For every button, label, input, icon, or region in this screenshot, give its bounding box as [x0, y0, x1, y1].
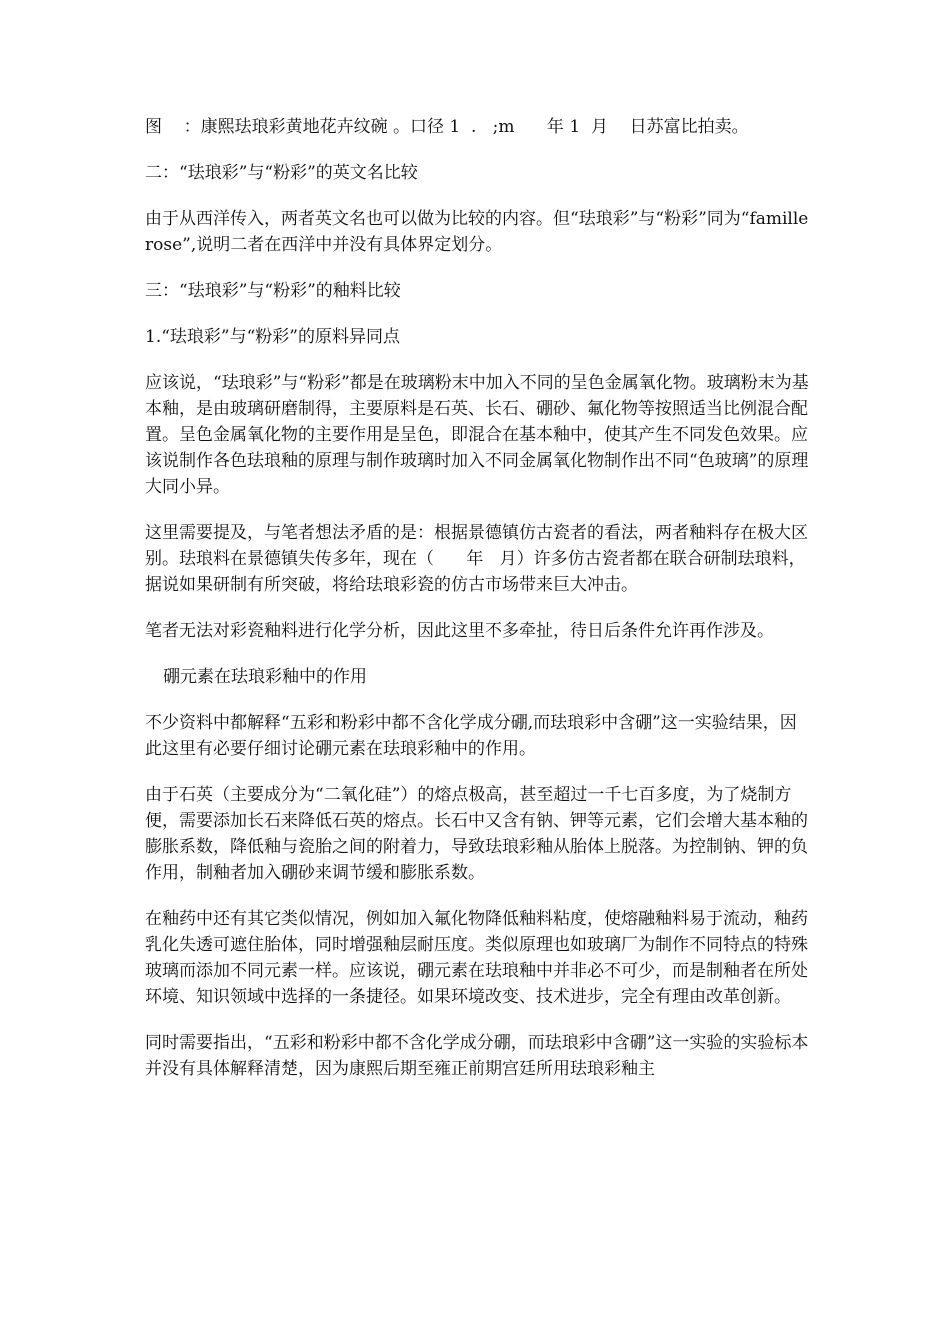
paragraph-quartz-feldspar: 由于石英（主要成分为“二氧化硅”）的熔点极高，甚至超过一千七百多度，为了烧制方便，需要添加长石来降低石英的熔点。长石中又含有钠、钾等元素，它们会增大基本釉的膨胀系数，降低釉与瓷胎之间的附着力，导致珐琅彩釉从胎体上脱落。为控制钠、钾的负作用，制釉者加入硼砂来调节缓和膨胀系数。	[145, 785, 808, 883]
paragraph-boron-intro: 不少资料中都解释“五彩和粉彩中都不含化学成分硼,而珐琅彩中含硼”这一实验结果，因此这里有必要仔细讨论硼元素在珐琅彩釉中的作用。	[145, 713, 797, 759]
paragraph-author-note: 笔者无法对彩瓷釉料进行化学分析，因此这里不多牵扯，待日后条件允许再作涉及。	[145, 621, 774, 641]
paragraph-experiment-note: 同时需要指出，“五彩和粉彩中都不含化学成分硼，而珐琅彩中含硼”这一实验的实验标本并没有具体解释清楚，因为康熙后期至雍正前期宫廷所用珐琅彩釉主	[145, 1033, 809, 1079]
paragraph-english-names: 由于从西洋传入，两者英文名也可以做为比较的内容。但“珐琅彩”与“粉彩”同为“famille rose”,说明二者在西洋中并没有具体界定划分。	[145, 209, 814, 255]
section-heading-english-names: 二：“珐琅彩”与“粉彩”的英文名比较	[145, 163, 418, 183]
paragraph-jingdezhen-view: 这里需要提及，与笔者想法矛盾的是：根据景德镇仿古瓷者的看法，两者釉料存在极大区别。珐琅料在景德镇失传多年，现在（ 年 月）许多仿古瓷者都在联合研制珐琅料，据说如果研制有所突破，将给珐琅彩瓷的仿古市场带来巨大冲击。	[145, 523, 808, 595]
document-body	[145, 114, 812, 1102]
subheading-boron-role: 硼元素在珐琅彩釉中的作用	[163, 667, 367, 687]
paragraph-raw-materials: 应该说，“珐琅彩”与“粉彩”都是在玻璃粉末中加入不同的呈色金属氧化物。玻璃粉末为基本釉，是由玻璃研磨制得，主要原料是石英、长石、硼砂、氟化物等按照适当比例混合配置。呈色金属氧化物的主要作用是呈色，即混合在基本釉中，使其产生不同发色效果。应该说制作各色珐琅釉的原理与制作玻璃时加入不同金属氧化物制作出不同“色玻璃”的原理大同小异。	[145, 373, 809, 497]
image-caption: 图 ：康熙珐琅彩黄地花卉纹碗 。口径 1 . ;m 年 1 月 日苏富比拍卖。	[145, 117, 749, 137]
subheading-raw-materials: 1.“珐琅彩”与“粉彩”的原料异同点	[145, 327, 400, 347]
section-heading-glaze-comparison: 三：“珐琅彩”与“粉彩”的釉料比较	[145, 281, 401, 301]
paragraph-other-additives: 在釉药中还有其它类似情况，例如加入氟化物降低釉料粘度，使熔融釉料易于流动，釉药乳化失透可遮住胎体，同时增强釉层耐压度。类似原理也如玻璃厂为制作不同特点的特殊玻璃而添加不同元素一样。应该说，硼元素在珐琅釉中并非必不可少，而是制釉者在所处环境、知识领域中选择的一条捷径。如果环境改变、技术进步，完全有理由改革创新。	[145, 909, 808, 1007]
